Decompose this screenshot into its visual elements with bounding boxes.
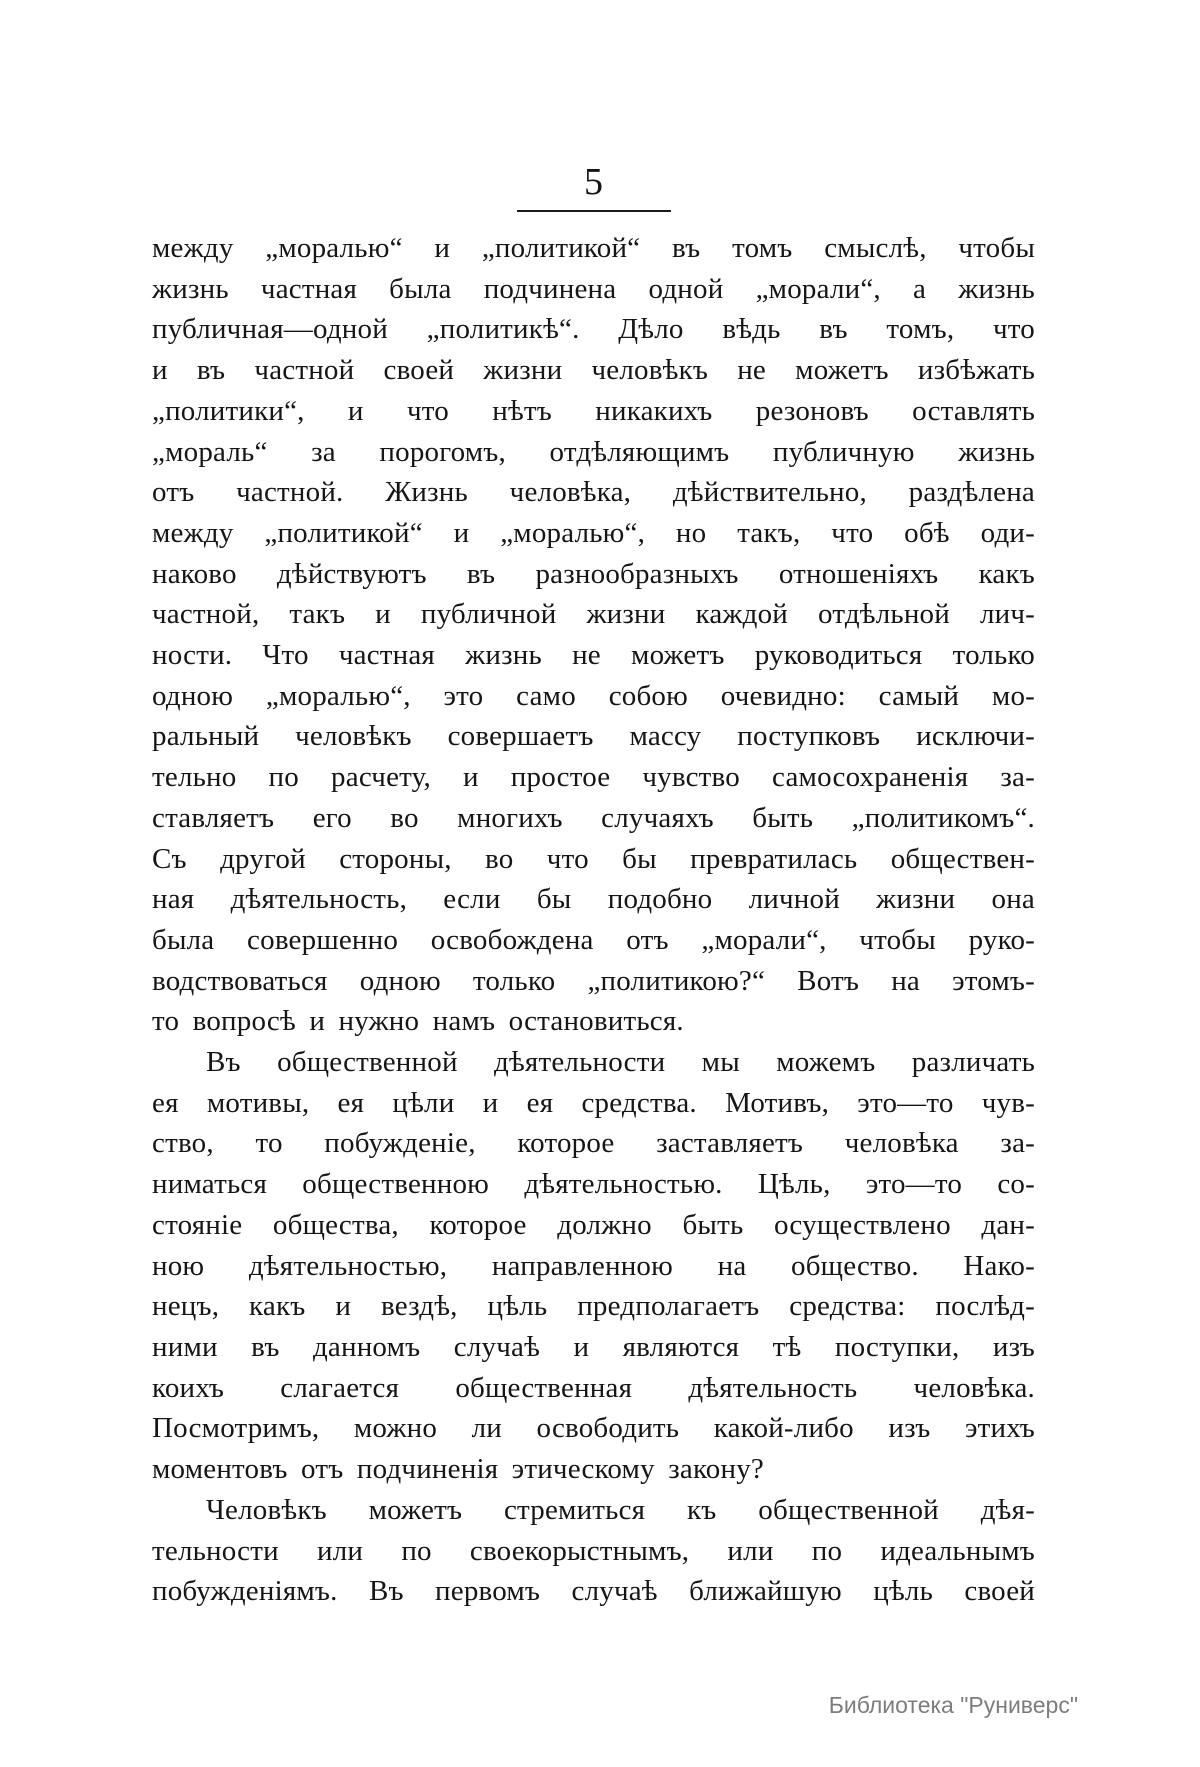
- text-line: ство, то побужденіе, которое заставляетъ человѣка за-: [152, 1127, 1035, 1160]
- text-line: ная дѣятельность, если бы подобно личной жизни она: [152, 883, 1035, 916]
- text-line: жизнь частная была подчинена одной „морали“, а жизнь: [152, 272, 1035, 305]
- text-line: была совершенно освобождена отъ „морали“, чтобы руко-: [152, 923, 1035, 956]
- text-line: между „моралью“ и „политикой“ въ томъ смыслѣ, чтобы: [152, 232, 1035, 264]
- text-line: ея мотивы, ея цѣли и ея средства. Мотивъ, это—то чув-: [152, 1086, 1035, 1119]
- text-line: нецъ, какъ и вездѣ, цѣль предполагаетъ средства: послѣд-: [152, 1290, 1035, 1323]
- text-line: моментовъ отъ подчиненія этическому закону?: [152, 1453, 764, 1486]
- text-line: тельности или по своекорыстнымъ, или по идеальнымъ: [152, 1534, 1035, 1567]
- text-line: ставляетъ его во многихъ случаяхъ быть „политикомъ“.: [152, 801, 1035, 834]
- text-line: отъ частной. Жизнь человѣка, дѣйствительно, раздѣлена: [152, 476, 1035, 509]
- text-line: ности. Что частная жизнь не можетъ руководиться только: [152, 639, 1035, 672]
- text-line: ральный человѣкъ совершаетъ массу поступковъ исключи-: [152, 720, 1035, 753]
- text-line: водствоваться одною только „политикою?“ Вотъ на этомъ-: [152, 964, 1035, 997]
- text-line: ною дѣятельностью, направленною на общество. Нако-: [152, 1249, 1035, 1282]
- text-line: между „политикой“ и „моралью“, но такъ, что обѣ оди-: [152, 516, 1035, 549]
- paragraph: [152, 1042, 1035, 1490]
- text-line: наково дѣйствуютъ въ разнообразныхъ отношеніяхъ какъ: [152, 557, 1035, 590]
- page-number-rule: [517, 210, 671, 212]
- text-line: „мораль“ за порогомъ, отдѣляющимъ публичную жизнь: [152, 435, 1035, 468]
- text-line: ниматься общественною дѣятельностью. Цѣль, это—то со-: [152, 1168, 1035, 1201]
- paragraph: [152, 228, 1035, 1042]
- paragraph: [152, 1490, 1035, 1612]
- text-body: [152, 228, 1035, 1612]
- text-line: ними въ данномъ случаѣ и являются тѣ поступки, изъ: [152, 1330, 1035, 1363]
- text-line: стояніе общества, которое должно быть осуществлено дан-: [152, 1208, 1035, 1241]
- page-header: [152, 160, 1035, 212]
- text-line: Съ другой стороны, во что бы превратилась обществен-: [152, 842, 1035, 875]
- watermark: Библиотека "Руниверс": [828, 1692, 1078, 1718]
- text-line: Въ общественной дѣятельности мы можемъ различать: [206, 1046, 1035, 1079]
- text-line: то вопросѣ и нужно намъ остановиться.: [152, 1005, 684, 1038]
- text-line: и въ частной своей жизни человѣкъ не можетъ избѣжать: [152, 354, 1035, 387]
- text-line: публичная—одной „политикѣ“. Дѣло вѣдь въ томъ, что: [152, 313, 1035, 346]
- text-line: частной, такъ и публичной жизни каждой отдѣльной лич-: [152, 598, 1035, 631]
- text-line: Человѣкъ можетъ стремиться къ общественной дѣя-: [206, 1493, 1035, 1526]
- text-line: Посмотримъ, можно ли освободить какой-либо изъ этихъ: [152, 1412, 1035, 1445]
- text-line: тельно по расчету, и простое чувство самосохраненія за-: [152, 761, 1035, 794]
- text-line: побужденіямъ. Въ первомъ случаѣ ближайшую цѣль своей: [152, 1575, 1035, 1608]
- text-line: одною „моралью“, это само собою очевидно: самый мо-: [152, 679, 1035, 712]
- page-number: 5: [584, 161, 603, 203]
- text-line: „политики“, и что нѣтъ никакихъ резоновъ оставлять: [152, 394, 1035, 427]
- text-line: коихъ слагается общественная дѣятельность человѣка.: [152, 1371, 1035, 1404]
